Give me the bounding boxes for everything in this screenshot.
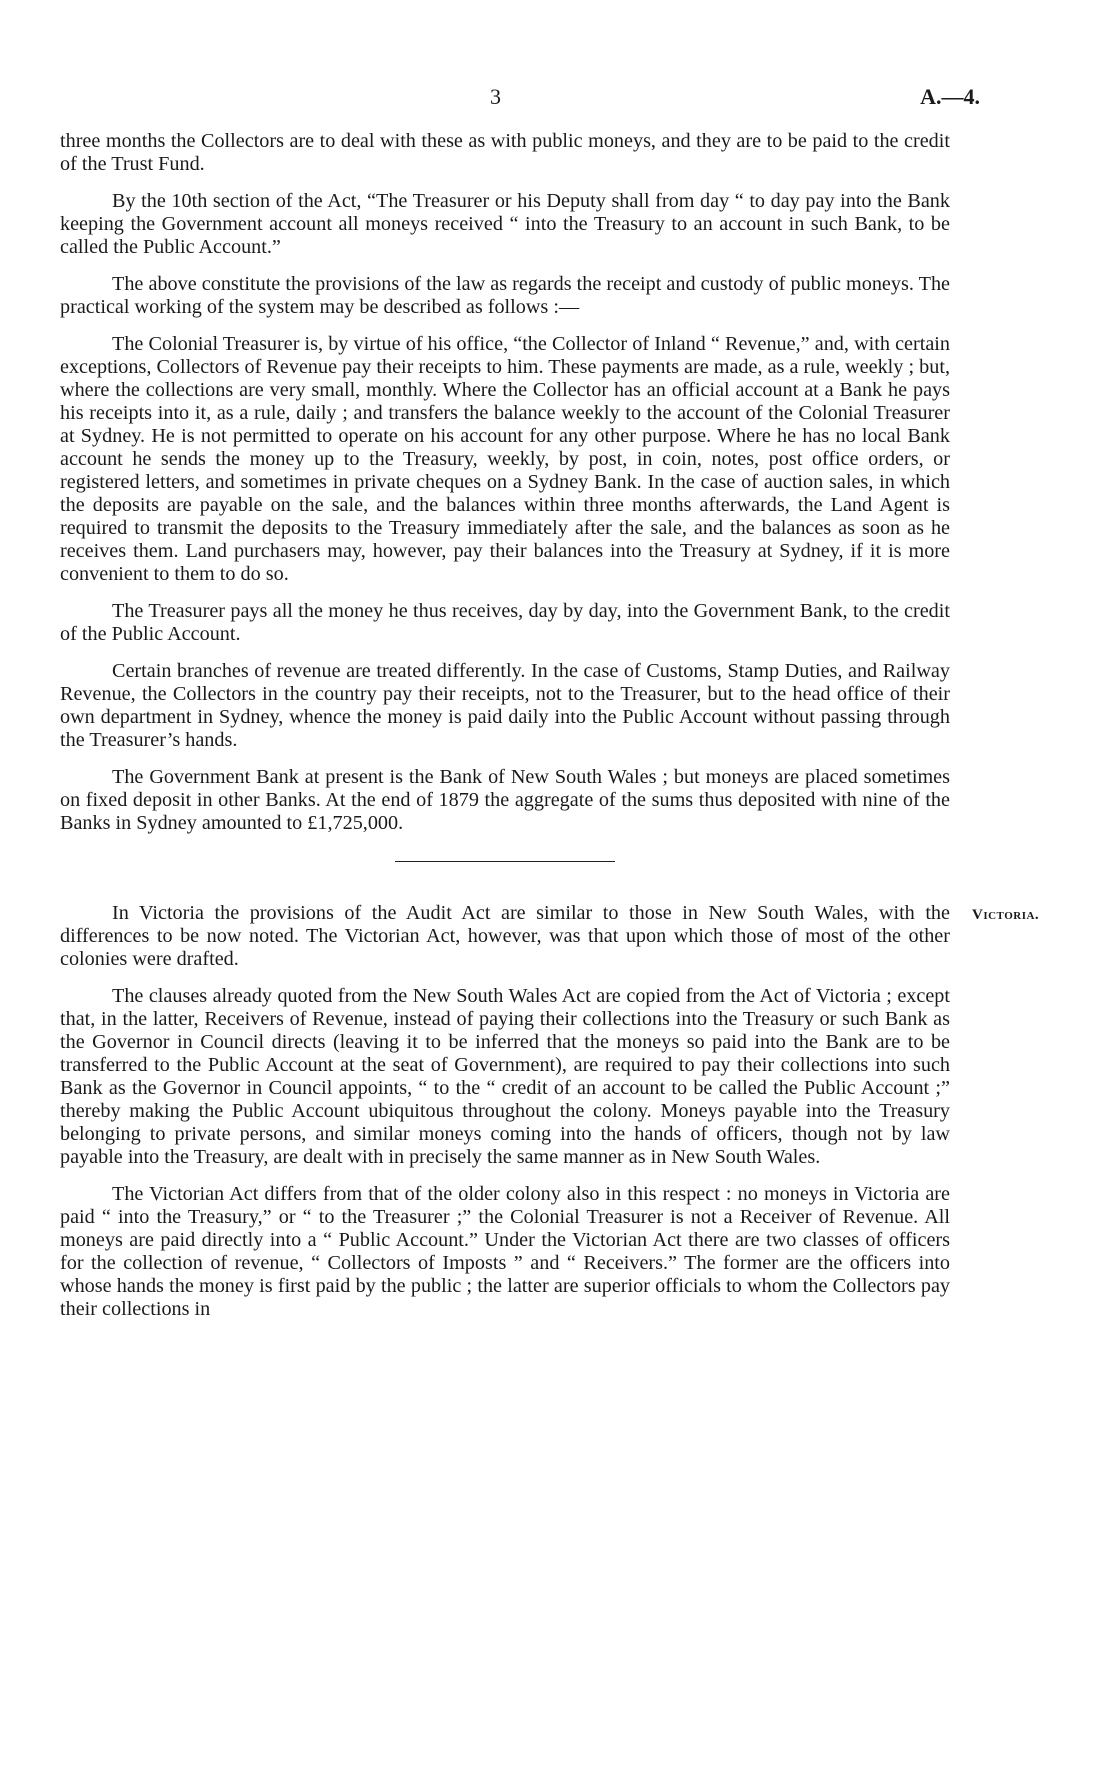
paragraph: three months the Collectors are to deal with these as with public moneys, and they are to be paid to the credit of the Trust Fund. xyxy=(60,130,950,175)
section-victoria xyxy=(60,902,1040,1321)
paragraph: In Victoria the provisions of the Audit Act are similar to those in New South Wales, with the differences to be now noted. The Victorian Act, however, was that upon which those of most of the other colonies were drafted. xyxy=(60,902,950,970)
paragraph: The Treasurer pays all the money he thus receives, day by day, into the Government Bank, to the credit of the Public Account. xyxy=(60,600,950,645)
page-header xyxy=(60,84,980,114)
paragraph: The clauses already quoted from the New South Wales Act are copied from the Act of Victoria ; except that, in the latter, Receivers of Revenue, instead of paying their collections into the Treasury or such Bank as the Governor in Council directs (leaving it to be inferred that the moneys so paid into the Bank are to be transferred to the Public Account at the seat of Government), are required to pay their collections into such Bank as the Governor in Council appoints, “ to the “ credit of an account to be called the Public Account ;” thereby making the Public Account ubiquitous throughout the colony. Moneys payable into the Treasury belonging to private persons, and similar moneys coming into the hands of officers, though not by law payable into the Treasury, are dealt with in precisely the same manner as in New South Wales. xyxy=(60,985,950,1168)
section-divider xyxy=(395,861,615,862)
paragraph: The above constitute the provisions of the law as regards the receipt and custody of public moneys. The practical working of the system may be described as follows :— xyxy=(60,273,950,318)
paragraph: The Colonial Treasurer is, by virtue of his office, “the Collector of Inland “ Revenue,” and, with certain exceptions, Collectors of Revenue pay their receipts to him. These payments are made, as a rule, weekly ; but, where the collections are very small, monthly. Where the Collector has an official account at a Bank he pays his receipts into it, as a rule, daily ; and transfers the balance weekly to the account of the Colonial Treasurer at Sydney. He is not permitted to operate on his account for any other purpose. Where he has no local Bank account he sends the money up to the Treasury, weekly, by post, in coin, notes, post office orders, or registered letters, and sometimes in private cheques on a Sydney Bank. In the case of auction sales, in which the deposits are payable on the sale, and the balances within three months afterwards, the Land Agent is required to transmit the deposits to the Treasury immediately after the sale, and the balances as soon as he receives them. Land purchasers may, however, pay their balances into the Treasury at Sydney, if it is more convenient to them to do so. xyxy=(60,333,950,585)
paragraph: The Victorian Act differs from that of the older colony also in this respect : no moneys in Victoria are paid “ into the Treasury,” or “ to the Treasurer ;” the Colonial Treasurer is not a Receiver of Revenue. All moneys are paid directly into a “ Public Account.” Under the Victorian Act there are two classes of officers for the collection of revenue, “ Collectors of Imposts ” and “ Receivers.” The former are the officers into whose hands the money is first paid by the public ; the latter are superior officials to whom the Collectors pay their collections in xyxy=(60,1183,950,1320)
paragraph: By the 10th section of the Act, “The Treasurer or his Deputy shall from day “ to day pay into the Bank keeping the Government account all moneys received “ into the Treasury to an account in such Bank, to be called the Public Account.” xyxy=(60,190,950,258)
margin-note-victoria: Victoria. xyxy=(972,907,1040,923)
body-text xyxy=(60,130,1040,1335)
paragraph: Certain branches of revenue are treated differently. In the case of Customs, Stamp Duties, and Railway Revenue, the Collectors in the country pay their receipts, not to the Treasurer, but to the head office of their own department in Sydney, whence the money is paid daily into the Public Account without passing through the Treasurer’s hands. xyxy=(60,660,950,751)
document-reference: A.—4. xyxy=(920,84,980,109)
page-number: 3 xyxy=(490,84,501,109)
paragraph: The Government Bank at present is the Bank of New South Wales ; but moneys are placed sometimes on fixed deposit in other Banks. At the end of 1879 the aggregate of the sums thus deposited with nine of the Banks in Sydney amounted to £1,725,000. xyxy=(60,766,950,834)
